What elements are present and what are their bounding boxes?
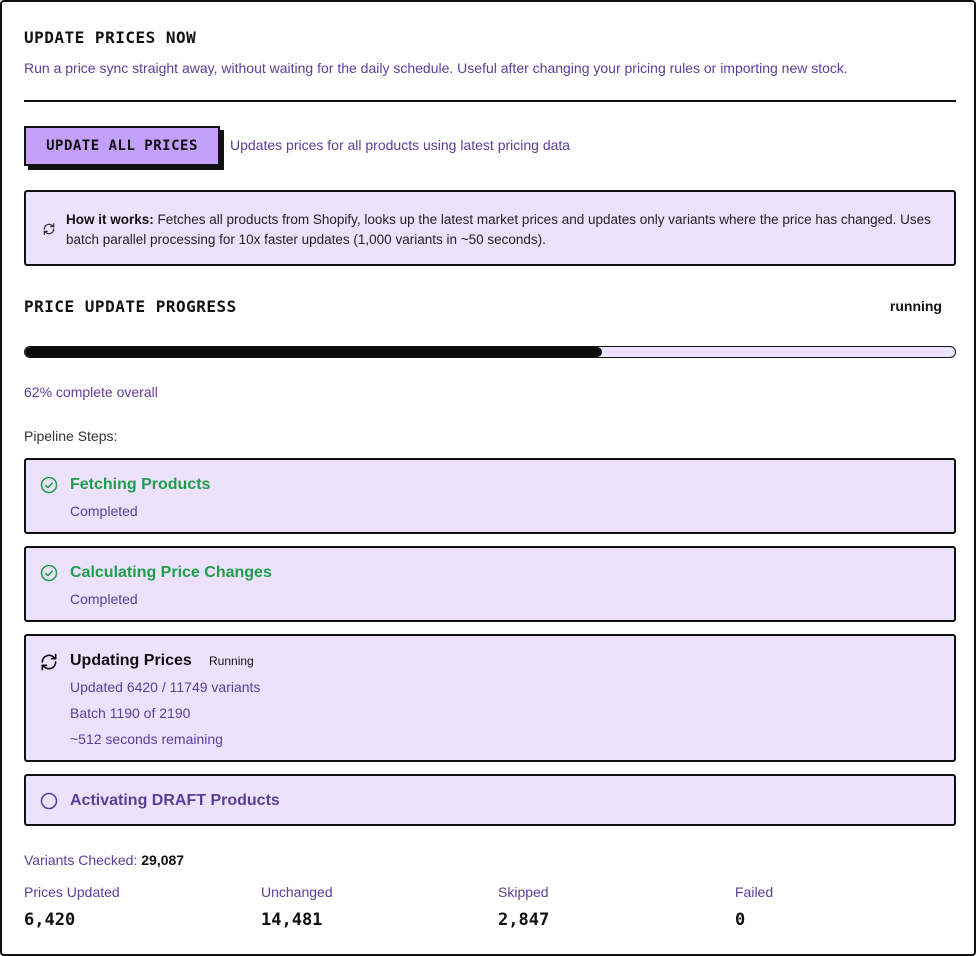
stat-label-failed: Failed (735, 884, 774, 900)
empty-circle-icon (40, 792, 58, 810)
sync-icon (39, 652, 59, 672)
stat-label-skipped: Skipped (498, 884, 549, 900)
progress-title: PRICE UPDATE PROGRESS (24, 297, 237, 316)
step-progress-batch: Batch 1190 of 2190 (70, 705, 191, 721)
step-title: Updating Prices (70, 652, 192, 669)
progress-bar-fill (25, 347, 602, 357)
how-it-works-label: How it works: (66, 212, 154, 227)
update-prices-title: UPDATE PRICES NOW (24, 28, 197, 47)
progress-status: running (889, 298, 942, 314)
stat-value-skipped: 2,847 (498, 910, 550, 930)
how-it-works-text (66, 210, 946, 250)
pipeline-steps-label: Pipeline Steps: (24, 428, 118, 444)
stat-value-prices-updated: 6,420 (24, 910, 76, 930)
update-all-prices-button-wrap (24, 126, 224, 170)
step-progress-variants: Updated 6420 / 11749 variants (70, 679, 261, 695)
check-circle-icon (40, 564, 58, 582)
step-title: Calculating Price Changes (70, 564, 272, 581)
how-it-works-body: Fetches all products from Shopify, looks up the latest market prices and updates only variants where the price has changed. Uses batch parallel processing for 10x faster updates (1,000 variants in ~50 seconds). (66, 212, 931, 247)
variants-checked (24, 852, 184, 868)
stat-value-unchanged: 14,481 (261, 910, 323, 930)
step-title: Fetching Products (70, 476, 211, 493)
pipeline-step-updating-prices (24, 634, 956, 762)
step-status: Completed (70, 591, 138, 607)
pipeline-step-activating-draft-products (24, 774, 956, 826)
step-title: Activating DRAFT Products (70, 792, 280, 809)
stat-label-unchanged: Unchanged (261, 884, 333, 900)
stat-value-failed: 0 (735, 910, 746, 930)
variants-checked-label: Variants Checked: (24, 852, 138, 868)
update-all-prices-button[interactable]: UPDATE ALL PRICES (24, 126, 220, 166)
update-button-description: Updates prices for all products using latest pricing data (230, 137, 571, 153)
refresh-icon (42, 222, 56, 236)
stat-label-prices-updated: Prices Updated (24, 884, 120, 900)
section-divider (24, 100, 956, 102)
pipeline-step-fetching-products (24, 458, 956, 534)
pipeline-step-calculating-price-changes (24, 546, 956, 622)
progress-percent-text: 62% complete overall (24, 384, 158, 400)
how-it-works-box (24, 190, 956, 266)
check-circle-icon (40, 476, 58, 494)
running-badge: Running (209, 654, 254, 668)
update-prices-subtitle: Run a price sync straight away, without waiting for the daily schedule. Useful after changing your pricing rules or importing new stock. (24, 60, 848, 76)
step-status: Completed (70, 503, 138, 519)
variants-checked-value: 29,087 (141, 852, 185, 868)
progress-bar (24, 346, 956, 358)
step-time-remaining: ~512 seconds remaining (70, 731, 223, 747)
